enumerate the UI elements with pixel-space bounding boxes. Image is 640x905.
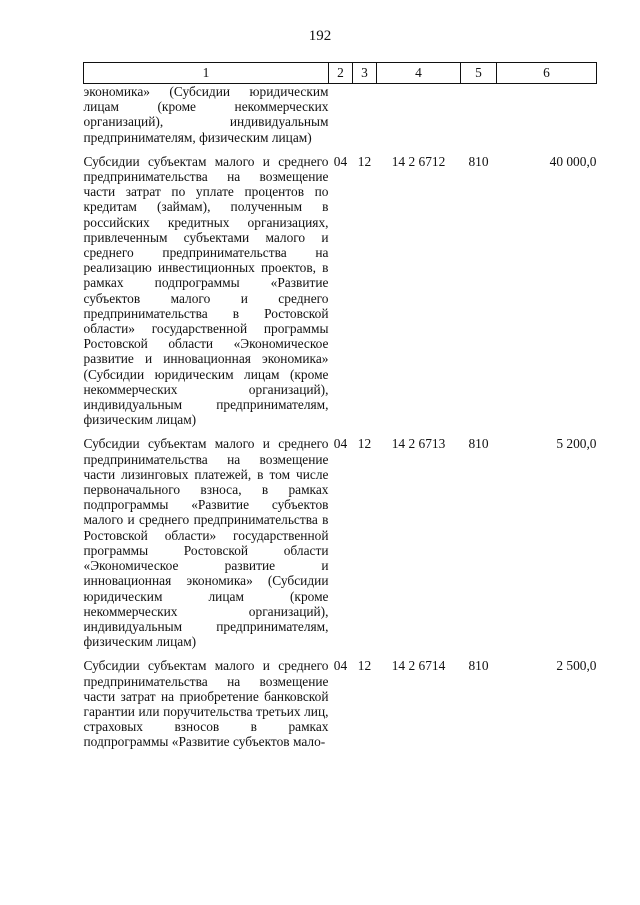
table-header-row <box>84 63 597 84</box>
column-header: 2 <box>329 63 353 84</box>
table-row <box>84 658 597 749</box>
expense-type-code: 810 <box>468 153 489 169</box>
column-header: 1 <box>84 63 329 84</box>
amount: 5 200,0 <box>556 436 597 452</box>
row-spacer <box>84 649 597 658</box>
table-row <box>84 84 597 145</box>
item-name: Субсидии субъектам малого и среднего предпринимательства на возмещение части затрат по уплате процентов по кредитам (займам), полученным в российских кредитных организациях, привлеченным субъектами малого и среднего предпринимательства на реализацию инвестиционных проектов, в рамках подпрограммы «Развитие субъектов малого и среднего предпринимательства в Ростовской области» государственной программы Ростовской области «Экономическое развитие и инновационная экономика» (Субсидии юридическим лицам (кроме некоммерческих организаций), индивидуальным предпринимателям, физическим лицам) <box>83 153 329 428</box>
amount <box>497 84 597 145</box>
subsection-code: 12 <box>357 153 372 169</box>
item-name: Субсидии субъектам малого и среднего предпринимательства на возмещение части затрат на приобретение банковской гарантии или поручительства третьих лиц, страховых взносов в рамках подпрограммы «Развитие субъектов мало- <box>83 658 329 750</box>
column-header: 4 <box>377 63 461 84</box>
expense-type-code: 810 <box>468 436 489 452</box>
expense-type-code <box>461 84 497 145</box>
expense-type-code: 810 <box>468 658 489 674</box>
column-header: 6 <box>497 63 597 84</box>
section-code <box>329 84 353 145</box>
amount: 2 500,0 <box>556 658 597 674</box>
table-row <box>84 154 597 428</box>
target-article-code: 14 2 6714 <box>391 658 446 674</box>
section-code: 04 <box>333 436 348 452</box>
budget-table <box>83 62 597 750</box>
page-number: 192 <box>308 28 332 44</box>
item-name: экономика» (Субсидии юридическим лицам (кроме некоммерческих организаций), индивидуальным предпринимателям, физическим лицам) <box>83 84 329 145</box>
section-code: 04 <box>333 153 348 169</box>
subsection-code: 12 <box>357 658 372 674</box>
column-header: 3 <box>353 63 377 84</box>
row-spacer <box>84 145 597 154</box>
column-header: 5 <box>461 63 497 84</box>
target-article-code: 14 2 6712 <box>391 153 446 169</box>
row-spacer <box>84 427 597 436</box>
target-article-code <box>377 84 461 145</box>
subsection-code: 12 <box>357 436 372 452</box>
section-code: 04 <box>333 658 348 674</box>
item-name: Субсидии субъектам малого и среднего предпринимательства на возмещение части лизинговых платежей, в том числе первоначального взноса, в рамках подпрограммы «Развитие субъектов малого и среднего предпринимательства в Ростовской области» государственной программы Ростовской области «Экономическое развитие и инновационная экономика» (Субсидии юридическим лицам (кроме некоммерческих организаций), индивидуальным предпринимателям, физическим лицам) <box>83 436 329 650</box>
table-row <box>84 436 597 649</box>
subsection-code <box>353 84 377 145</box>
target-article-code: 14 2 6713 <box>391 436 446 452</box>
amount: 40 000,0 <box>549 153 597 169</box>
